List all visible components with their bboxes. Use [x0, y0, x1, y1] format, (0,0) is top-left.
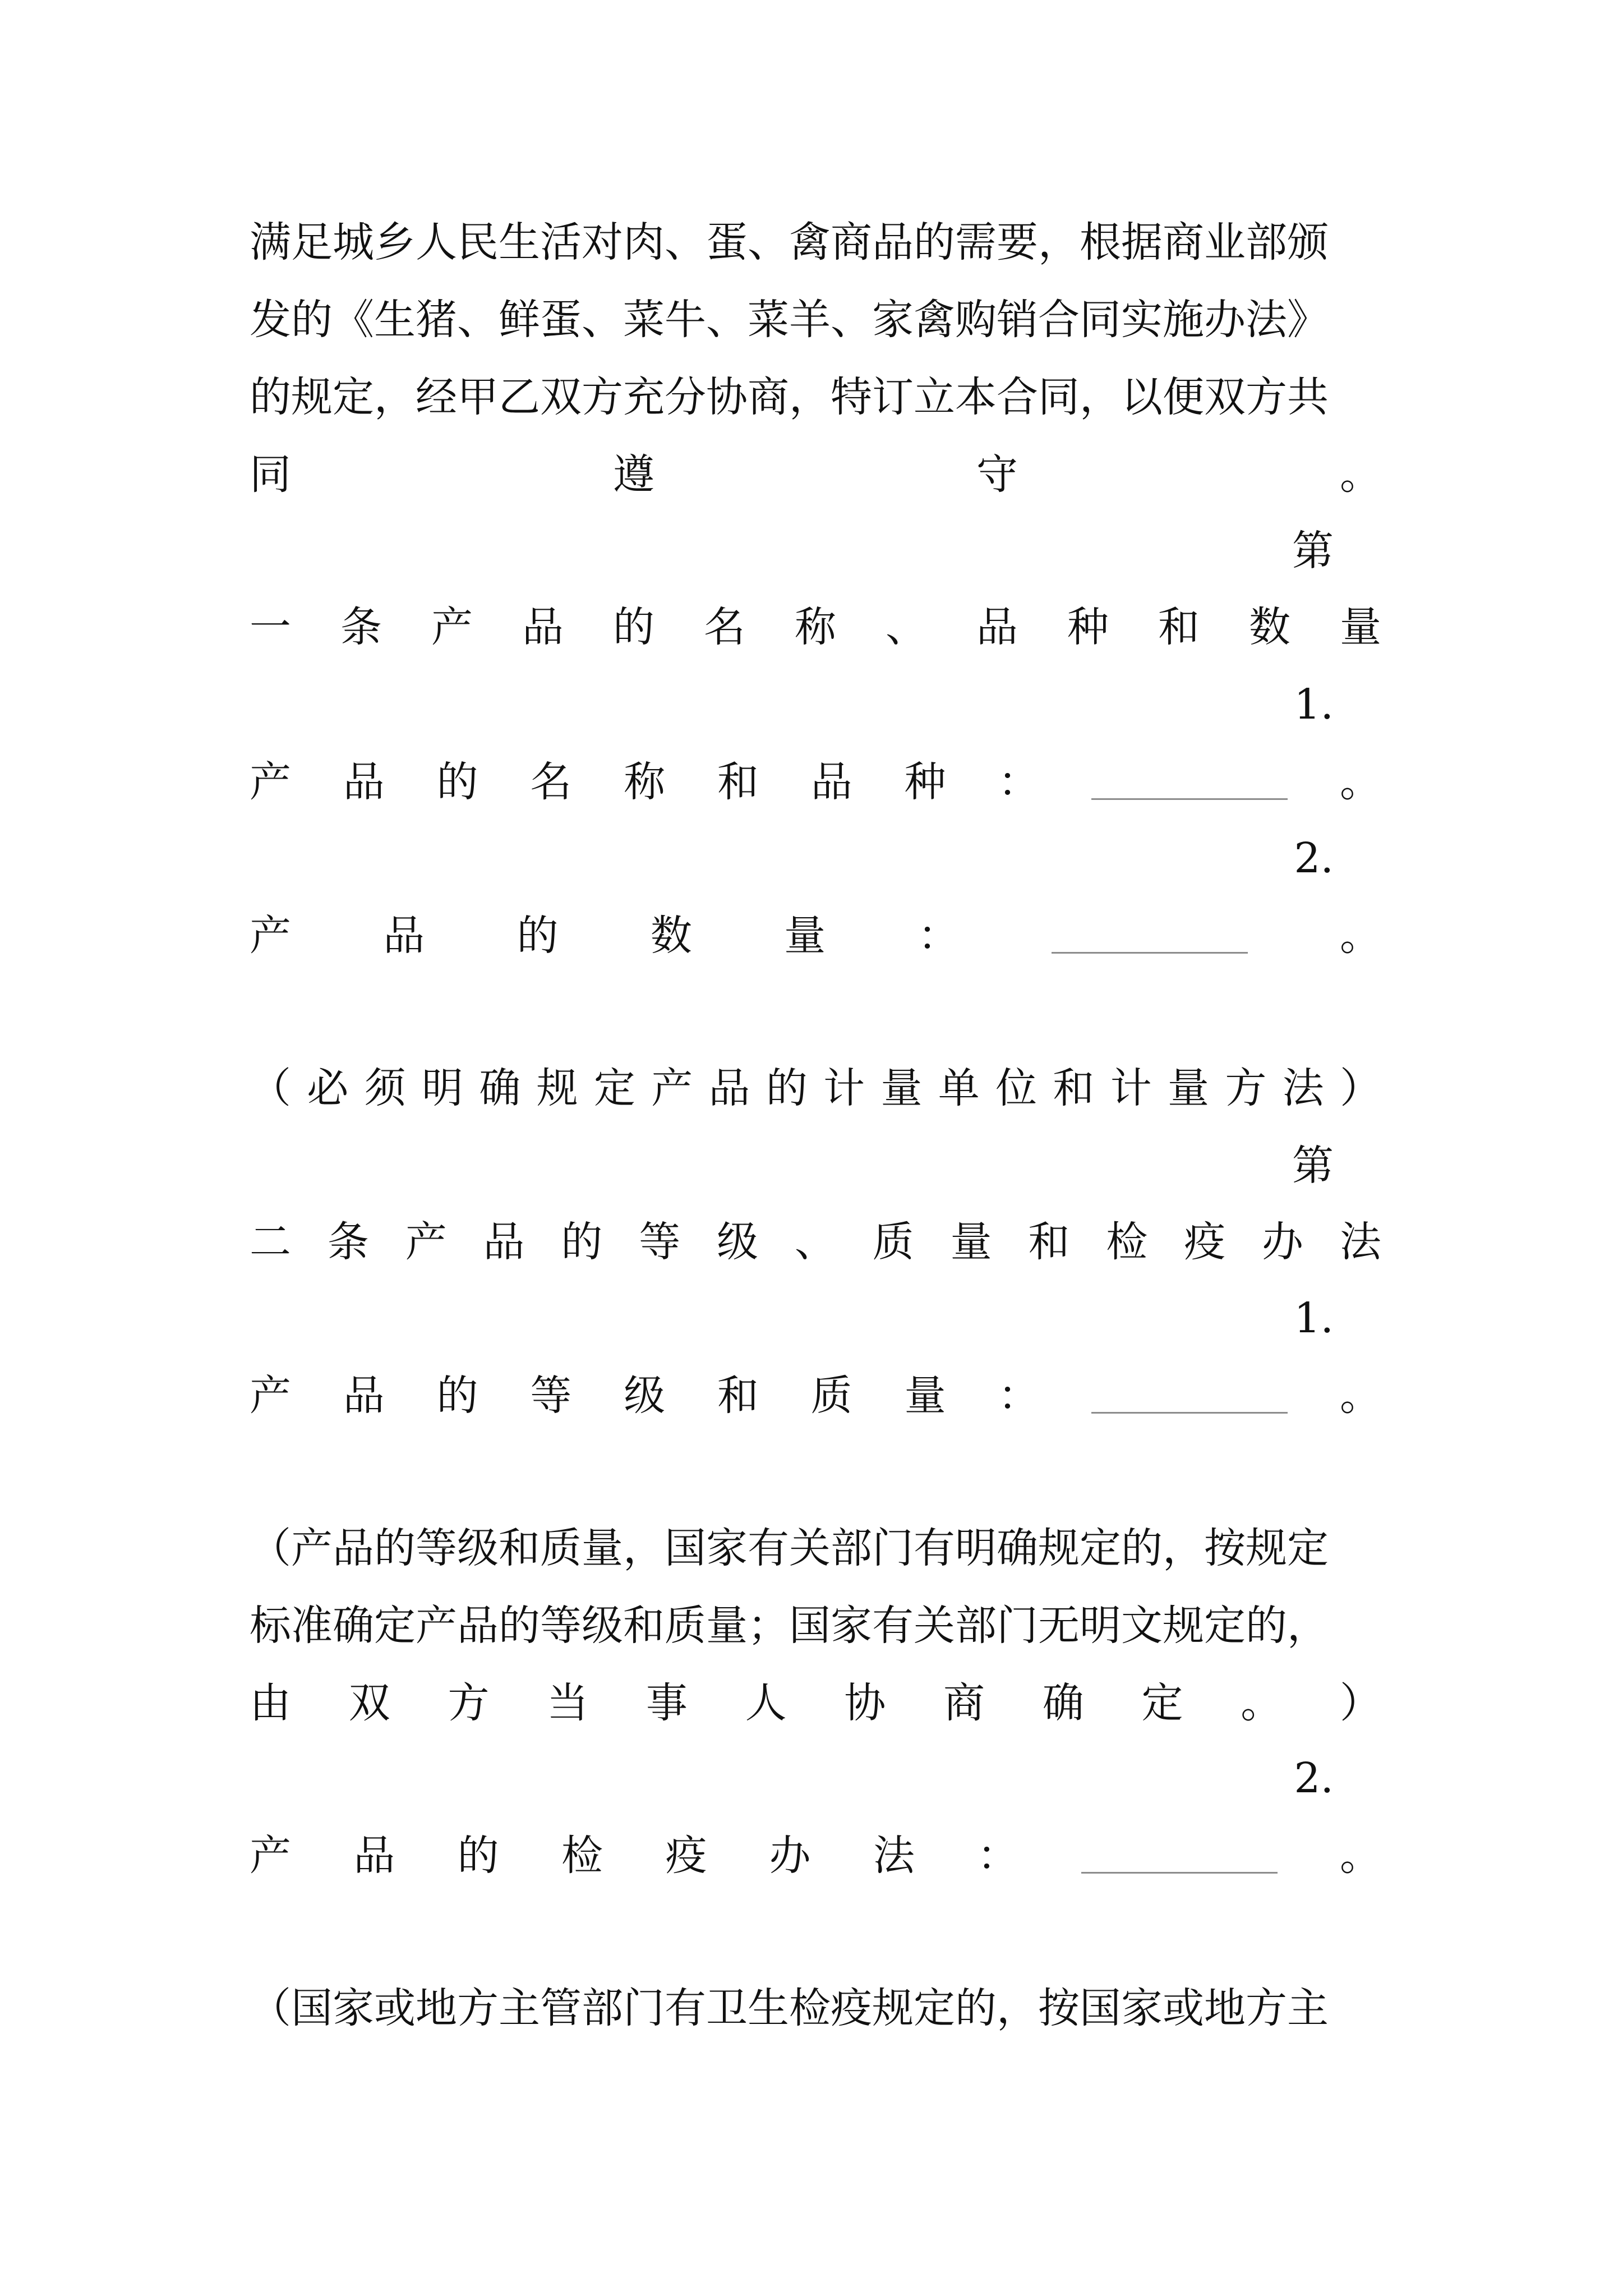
- char: 条: [340, 603, 382, 651]
- char: 称: [624, 758, 666, 806]
- char: 和: [1053, 1064, 1095, 1112]
- char: 产: [250, 1832, 291, 1880]
- char: 称: [795, 603, 836, 651]
- char: 数: [650, 912, 692, 960]
- char: 名: [704, 603, 745, 651]
- char: 须: [364, 1064, 406, 1112]
- char: 。: [1339, 1832, 1381, 1880]
- char: 法: [873, 1832, 915, 1880]
- char: 和: [717, 1372, 759, 1420]
- char: 确: [1042, 1679, 1084, 1727]
- char: 。: [1339, 1372, 1381, 1420]
- text-line: 发的《生猪、鲜蛋、菜牛、菜羊、家禽购销合同实施办法》: [250, 296, 1329, 344]
- char: 商: [943, 1679, 985, 1727]
- char: 检: [1106, 1218, 1148, 1266]
- char: ：: [998, 758, 1040, 806]
- char: 等: [530, 1372, 572, 1420]
- char: 规: [536, 1064, 578, 1112]
- char: ）: [1339, 1064, 1381, 1112]
- char: 。: [1339, 912, 1381, 960]
- note-line: （国家或地方主管部门有卫生检疫规定的，按国家或地方主: [250, 1984, 1329, 2032]
- char: 。: [1241, 1679, 1283, 1727]
- item-number: [250, 678, 1381, 731]
- char: 计: [1110, 1064, 1152, 1112]
- char: 和: [1158, 603, 1200, 651]
- text-line: 的规定，经甲乙双方充分协商，特订立本合同，以便双方共: [250, 373, 1329, 421]
- char: 产: [651, 1064, 693, 1112]
- char: 品: [353, 1832, 395, 1880]
- char: 守: [976, 450, 1018, 499]
- char: 双: [348, 1679, 390, 1727]
- char: 质: [872, 1218, 914, 1266]
- char: 二: [250, 1218, 291, 1266]
- char: 的: [457, 1832, 499, 1880]
- char: 法: [1339, 1218, 1381, 1266]
- char: 协: [844, 1679, 886, 1727]
- char: 种: [1067, 603, 1109, 651]
- char: 品: [810, 758, 852, 806]
- char: 等: [639, 1218, 681, 1266]
- char: 计: [823, 1064, 865, 1112]
- char: 品: [483, 1218, 525, 1266]
- fill-in-blank[interactable]: [1052, 918, 1248, 954]
- char: 产: [250, 1372, 291, 1420]
- char: 产: [250, 912, 291, 960]
- text-line: 满足城乡人民生活对肉、蛋、禽商品的需要，根据商业部颁: [250, 218, 1329, 266]
- note-line-justified: [250, 1676, 1381, 1730]
- char: 品: [976, 603, 1018, 651]
- char: 第: [1292, 1142, 1334, 1190]
- char: 的: [517, 912, 559, 960]
- char: 确: [479, 1064, 521, 1112]
- char: 、: [886, 603, 927, 651]
- item-number: [250, 1291, 1381, 1345]
- char: 和: [1028, 1218, 1070, 1266]
- char: 品: [708, 1064, 750, 1112]
- char: （: [250, 1064, 291, 1112]
- char: 量: [880, 1064, 923, 1112]
- char: 量: [784, 912, 826, 960]
- article-label: [250, 1139, 1381, 1193]
- item-number: [250, 1751, 1381, 1805]
- char: 办: [1261, 1218, 1303, 1266]
- char: 条: [327, 1218, 369, 1266]
- form-line: [250, 909, 1381, 963]
- char: 品: [343, 1372, 385, 1420]
- form-line: [250, 1829, 1381, 1883]
- char: 品: [343, 758, 385, 806]
- note-line: （产品的等级和质量，国家有关部门有明确规定的，按规定: [250, 1524, 1329, 1572]
- item-number: [250, 831, 1381, 885]
- char: 量: [950, 1218, 992, 1266]
- char: 和: [717, 758, 759, 806]
- article-title: [250, 1215, 1381, 1269]
- item-number-text: 1.: [1294, 1294, 1334, 1342]
- form-line: [250, 1369, 1381, 1423]
- char: 当: [547, 1679, 589, 1727]
- item-number-text: 2.: [1294, 834, 1334, 882]
- char: 疫: [665, 1832, 707, 1880]
- char: 人: [745, 1679, 787, 1727]
- item-number-text: 1.: [1294, 680, 1334, 729]
- char: 的: [436, 758, 478, 806]
- char: 。: [1340, 450, 1381, 499]
- char: ）: [1339, 1679, 1381, 1727]
- char: 品: [522, 603, 564, 651]
- article-title: [250, 600, 1381, 654]
- char: 的: [613, 603, 654, 651]
- char: 产: [405, 1218, 447, 1266]
- char: 名: [530, 758, 572, 806]
- form-line: [250, 755, 1381, 809]
- article-label: [250, 524, 1381, 578]
- char: 量: [904, 1372, 946, 1420]
- char: 质: [810, 1372, 852, 1420]
- char: 定: [593, 1064, 635, 1112]
- char: 办: [769, 1832, 811, 1880]
- char: 方: [1225, 1064, 1267, 1112]
- char: 疫: [1184, 1218, 1226, 1266]
- char: 的: [561, 1218, 603, 1266]
- note-line: 标准确定产品的等级和质量；国家有关部门无明文规定的，: [250, 1602, 1329, 1650]
- char: 量: [1168, 1064, 1209, 1112]
- char: 遵: [613, 450, 654, 499]
- char: 明: [421, 1064, 463, 1112]
- fill-in-blank[interactable]: [1091, 765, 1288, 800]
- note-line: [250, 1061, 1381, 1115]
- fill-in-blank[interactable]: [1081, 1838, 1278, 1874]
- char: 的: [766, 1064, 808, 1112]
- char: 事: [645, 1679, 688, 1727]
- char: 法: [1282, 1064, 1324, 1112]
- char: 同: [250, 450, 291, 499]
- char: 产: [431, 603, 473, 651]
- char: 级: [624, 1372, 666, 1420]
- char: 产: [250, 758, 291, 806]
- fill-in-blank[interactable]: [1091, 1378, 1288, 1414]
- char: 的: [436, 1372, 478, 1420]
- char: ：: [917, 912, 960, 960]
- text-line-justified: [250, 448, 1381, 501]
- char: 单: [938, 1064, 980, 1112]
- char: 级: [717, 1218, 759, 1266]
- char: 检: [561, 1832, 603, 1880]
- char: 由: [250, 1679, 291, 1727]
- char: ：: [977, 1832, 1019, 1880]
- char: 定: [1141, 1679, 1183, 1727]
- char: 第: [1292, 527, 1334, 575]
- char: 种: [904, 758, 946, 806]
- char: 品: [383, 912, 425, 960]
- char: 。: [1339, 758, 1381, 806]
- char: 量: [1340, 603, 1381, 651]
- char: 、: [794, 1218, 836, 1266]
- char: 必: [307, 1064, 349, 1112]
- item-number-text: 2.: [1294, 1754, 1334, 1802]
- char: 一: [250, 603, 291, 651]
- char: ：: [998, 1372, 1040, 1420]
- char: 数: [1249, 603, 1290, 651]
- char: 位: [995, 1064, 1038, 1112]
- char: 方: [448, 1679, 490, 1727]
